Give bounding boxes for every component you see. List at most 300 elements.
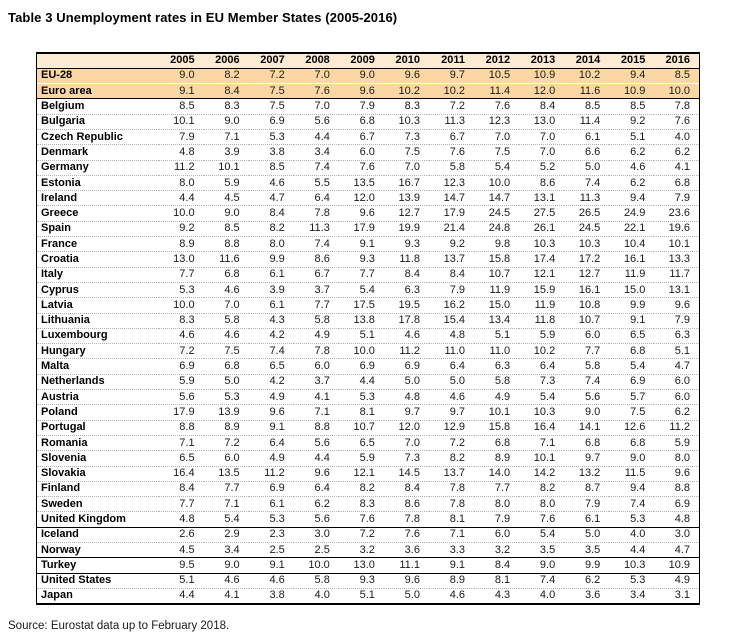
value-cell: 11.7 (669, 268, 690, 281)
value-cell: 7.4 (584, 176, 601, 189)
value-cell: 10.0 (308, 558, 330, 571)
value-cell: 9.4 (630, 482, 646, 495)
value-cell: 5.8 (224, 314, 240, 327)
value-cell: 5.0 (584, 161, 601, 174)
value-cell: 7.8 (404, 513, 420, 526)
value-cell: 4.4 (179, 191, 195, 204)
value-cell: 7.5 (224, 344, 240, 357)
value-cell: 12.7 (398, 207, 420, 220)
value-cell: 5.6 (314, 436, 330, 449)
value-cell: 6.8 (674, 176, 690, 189)
value-cell: 6.9 (359, 360, 375, 373)
value-cell: 7.0 (494, 130, 511, 143)
country-name-cell: Croatia (41, 253, 79, 265)
value-cell: 12.7 (578, 268, 601, 281)
value-cell: 9.0 (179, 69, 195, 82)
value-cell: 7.8 (449, 482, 466, 495)
value-cell: 4.8 (674, 513, 690, 526)
value-cell: 7.5 (269, 100, 285, 113)
value-cell: 13.7 (443, 253, 466, 265)
value-cell: 5.0 (449, 375, 466, 388)
value-cell: 5.8 (314, 574, 330, 587)
value-cell: 4.8 (404, 390, 420, 403)
value-cell: 24.9 (623, 207, 646, 220)
value-cell: 3.4 (630, 589, 646, 602)
value-cell: 7.8 (314, 344, 330, 357)
value-cell: 8.0 (179, 176, 195, 189)
value-cell: 16.7 (398, 176, 420, 189)
value-cell: 11.5 (624, 467, 646, 480)
value-cell: 11.9 (534, 298, 556, 311)
year-header: 2016 (665, 54, 690, 67)
value-cell: 11.9 (489, 283, 511, 296)
value-cell: 3.0 (674, 528, 690, 541)
value-cell: 9.5 (179, 558, 195, 571)
value-cell: 7.5 (630, 405, 646, 418)
value-cell: 9.0 (539, 558, 556, 571)
value-cell: 7.9 (674, 191, 690, 204)
value-cell: 7.9 (449, 283, 466, 296)
country-name-cell: Bulgaria (41, 115, 86, 128)
value-cell: 7.9 (494, 513, 511, 526)
table-row (37, 160, 700, 175)
value-cell: 12.0 (533, 84, 556, 97)
value-cell: 10.0 (173, 207, 195, 220)
value-cell: 9.6 (674, 467, 690, 480)
value-cell: 17.9 (443, 207, 466, 220)
value-cell: 13.1 (668, 283, 690, 296)
value-cell: 8.9 (179, 237, 195, 250)
value-cell: 4.3 (269, 314, 285, 327)
value-cell: 10.8 (578, 298, 601, 311)
value-cell: 5.3 (359, 390, 375, 403)
value-cell: 8.4 (179, 482, 195, 495)
value-cell: 13.0 (533, 115, 556, 128)
value-cell: 7.8 (449, 497, 466, 510)
value-cell: 7.2 (269, 69, 285, 82)
value-cell: 7.1 (539, 436, 556, 449)
table-row (37, 466, 700, 481)
value-cell: 3.7 (314, 375, 330, 388)
table-body (37, 68, 700, 603)
value-cell: 6.3 (674, 329, 690, 342)
value-cell: 6.6 (584, 145, 601, 158)
year-header-row (37, 53, 700, 68)
value-cell: 10.0 (488, 176, 511, 189)
value-cell: 4.0 (539, 589, 556, 602)
value-cell: 6.0 (314, 360, 330, 373)
country-name-cell: Netherlands (41, 375, 105, 388)
value-cell: 11.3 (579, 191, 601, 204)
value-cell: 5.3 (269, 130, 285, 143)
value-cell: 9.9 (269, 253, 285, 265)
value-cell: 10.3 (398, 115, 420, 128)
country-name-cell: Italy (41, 268, 64, 281)
value-cell: 7.2 (179, 344, 195, 357)
value-cell: 3.4 (224, 543, 240, 556)
value-cell: 5.0 (584, 528, 601, 541)
value-cell: 11.0 (444, 344, 466, 357)
value-cell: 5.8 (584, 360, 601, 373)
value-cell: 10.7 (353, 421, 375, 434)
value-cell: 9.1 (269, 558, 285, 571)
country-name-cell: Luxembourg (41, 329, 108, 342)
value-cell: 13.7 (443, 467, 466, 480)
value-cell: 11.1 (399, 558, 420, 571)
value-cell: 7.4 (539, 574, 556, 587)
value-cell: 6.9 (674, 497, 690, 510)
country-name-cell: Portugal (41, 421, 86, 434)
value-cell: 12.0 (353, 191, 375, 204)
value-cell: 6.1 (584, 513, 601, 526)
value-cell: 9.7 (404, 405, 420, 418)
table-row (37, 191, 700, 206)
value-cell: 6.1 (269, 298, 285, 311)
value-cell: 7.7 (359, 268, 375, 281)
value-cell: 6.1 (269, 497, 285, 510)
year-header: 2013 (530, 54, 556, 67)
year-header: 2010 (395, 54, 420, 67)
value-cell: 8.3 (404, 100, 420, 113)
value-cell: 6.8 (630, 344, 646, 357)
country-name-cell: Poland (41, 405, 78, 418)
value-cell: 5.4 (539, 528, 556, 541)
value-cell: 4.6 (404, 329, 420, 342)
value-cell: 8.4 (539, 100, 556, 113)
country-name-cell: United Kingdom (41, 513, 126, 526)
value-cell: 9.0 (359, 69, 375, 82)
value-cell: 5.4 (494, 161, 511, 174)
value-cell: 13.9 (218, 405, 240, 418)
table-row (37, 588, 700, 603)
table-row (37, 527, 700, 542)
value-cell: 7.6 (359, 161, 375, 174)
value-cell: 11.8 (534, 314, 556, 327)
value-cell: 11.2 (173, 161, 195, 174)
value-cell: 8.9 (449, 574, 466, 587)
value-cell: 5.1 (359, 329, 375, 342)
value-cell: 8.6 (314, 253, 330, 265)
value-cell: 4.4 (314, 451, 330, 464)
value-cell: 6.8 (584, 436, 601, 449)
value-cell: 16.4 (173, 467, 195, 480)
value-cell: 9.8 (494, 237, 511, 250)
value-cell: 11.3 (309, 222, 330, 235)
value-cell: 5.7 (630, 390, 646, 403)
value-cell: 7.5 (494, 145, 511, 158)
country-name-cell: Norway (41, 543, 81, 556)
value-cell: 7.9 (674, 314, 690, 327)
value-cell: 5.0 (224, 375, 240, 388)
table-row (37, 451, 700, 466)
value-cell: 4.4 (630, 543, 646, 556)
value-cell: 9.3 (359, 253, 375, 265)
value-cell: 6.1 (269, 268, 285, 281)
value-cell: 9.4 (630, 191, 646, 204)
value-cell: 10.0 (353, 344, 375, 357)
country-name-cell: Germany (41, 161, 89, 174)
value-cell: 7.0 (314, 100, 330, 113)
source-note: Source: Eurostat data up to February 2018. (8, 619, 230, 632)
value-cell: 4.1 (224, 589, 240, 602)
value-cell: 8.2 (224, 69, 240, 82)
value-cell: 10.7 (488, 268, 511, 281)
value-cell: 6.0 (674, 375, 690, 388)
table-row (37, 175, 700, 190)
value-cell: 8.0 (539, 497, 556, 510)
value-cell: 4.9 (494, 390, 511, 403)
value-cell: 4.9 (269, 451, 285, 464)
value-cell: 8.1 (449, 513, 466, 526)
value-cell: 17.2 (578, 253, 601, 265)
value-cell: 4.9 (674, 574, 690, 587)
value-cell: 10.3 (533, 237, 556, 250)
value-cell: 3.7 (314, 283, 330, 296)
year-header: 2007 (260, 54, 285, 67)
table-row (37, 374, 700, 389)
unemployment-table (36, 52, 700, 605)
country-name-cell: United States (41, 574, 112, 587)
value-cell: 19.5 (398, 298, 420, 311)
value-cell: 8.5 (630, 100, 646, 113)
value-cell: 8.0 (674, 451, 690, 464)
value-cell: 5.1 (179, 574, 195, 587)
value-cell: 6.8 (359, 115, 375, 128)
value-cell: 8.6 (404, 497, 420, 510)
value-cell: 11.0 (489, 344, 511, 357)
value-cell: 5.8 (314, 314, 330, 327)
value-cell: 12.6 (623, 421, 646, 434)
value-cell: 23.6 (668, 207, 690, 220)
value-cell: 13.0 (353, 558, 375, 571)
value-cell: 9.6 (404, 69, 420, 82)
value-cell: 4.6 (269, 176, 285, 189)
value-cell: 7.2 (224, 436, 240, 449)
value-cell: 8.2 (449, 451, 466, 464)
value-cell: 26.1 (533, 222, 556, 235)
value-cell: 4.7 (269, 191, 285, 204)
value-cell: 8.5 (674, 69, 690, 82)
value-cell: 4.6 (630, 161, 646, 174)
value-cell: 5.8 (449, 161, 466, 174)
country-name-cell: Slovakia (41, 467, 86, 480)
year-header: 2012 (485, 54, 511, 67)
value-cell: 13.4 (488, 314, 511, 327)
value-cell: 4.7 (674, 543, 690, 556)
value-cell: 10.2 (398, 84, 420, 97)
value-cell: 5.4 (359, 283, 375, 296)
value-cell: 17.5 (353, 298, 375, 311)
value-cell: 26.5 (578, 207, 601, 220)
value-cell: 17.9 (353, 222, 375, 235)
value-cell: 4.2 (269, 375, 285, 388)
value-cell: 3.9 (224, 145, 240, 158)
value-cell: 9.1 (269, 421, 285, 434)
value-cell: 3.2 (494, 543, 511, 556)
table-row (37, 99, 700, 114)
value-cell: 5.8 (494, 375, 511, 388)
value-cell: 8.8 (224, 237, 240, 250)
value-cell: 7.6 (674, 115, 690, 128)
value-cell: 5.3 (179, 283, 195, 296)
value-cell: 8.3 (224, 100, 240, 113)
value-cell: 21.4 (443, 222, 466, 235)
value-cell: 5.3 (269, 513, 285, 526)
year-header: 2009 (350, 54, 375, 67)
value-cell: 5.6 (179, 390, 195, 403)
value-cell: 10.3 (623, 558, 646, 571)
value-cell: 6.2 (674, 145, 690, 158)
value-cell: 14.2 (533, 467, 556, 480)
value-cell: 10.1 (218, 161, 240, 174)
value-cell: 13.2 (578, 467, 601, 480)
value-cell: 8.5 (224, 222, 240, 235)
value-cell: 9.6 (314, 467, 330, 480)
country-name-cell: Lithuania (41, 314, 90, 327)
value-cell: 4.9 (269, 390, 285, 403)
value-cell: 8.9 (224, 421, 240, 434)
value-cell: 4.0 (314, 589, 330, 602)
value-cell: 15.4 (443, 314, 466, 327)
value-cell: 4.6 (449, 589, 466, 602)
value-cell: 5.1 (359, 589, 375, 602)
table-row (37, 282, 700, 297)
value-cell: 10.3 (533, 405, 556, 418)
year-header: 2006 (215, 54, 240, 67)
value-cell: 8.4 (404, 482, 420, 495)
value-cell: 7.3 (404, 451, 420, 464)
value-cell: 6.5 (269, 360, 285, 373)
value-cell: 7.6 (539, 513, 556, 526)
value-cell: 5.4 (539, 390, 556, 403)
value-cell: 9.0 (224, 115, 240, 128)
value-cell: 24.8 (488, 222, 511, 235)
value-cell: 13.8 (353, 314, 375, 327)
country-name-cell: Latvia (41, 298, 73, 311)
value-cell: 7.4 (269, 344, 285, 357)
table-row (37, 84, 700, 99)
value-cell: 10.4 (623, 237, 646, 250)
table-row (37, 114, 700, 129)
value-cell: 11.6 (579, 84, 601, 97)
table-row (37, 481, 700, 496)
value-cell: 11.4 (489, 84, 511, 97)
value-cell: 4.6 (269, 574, 285, 587)
value-cell: 6.3 (404, 283, 420, 296)
value-cell: 12.1 (353, 467, 375, 480)
value-cell: 2.9 (224, 528, 240, 541)
country-name-cell: Denmark (41, 145, 89, 158)
value-cell: 4.6 (224, 329, 240, 342)
value-cell: 3.1 (674, 589, 690, 602)
year-header: 2008 (305, 54, 330, 67)
value-cell: 6.9 (269, 482, 285, 495)
value-cell: 9.1 (449, 558, 466, 571)
value-cell: 4.6 (179, 329, 195, 342)
value-cell: 7.1 (224, 130, 240, 143)
value-cell: 8.4 (224, 84, 240, 97)
value-cell: 8.2 (269, 222, 285, 235)
value-cell: 3.6 (404, 543, 420, 556)
country-name-cell: Euro area (41, 84, 92, 97)
table-row (37, 313, 700, 328)
value-cell: 13.0 (173, 253, 195, 265)
value-cell: 19.6 (668, 222, 690, 235)
value-cell: 5.6 (584, 390, 601, 403)
value-cell: 6.9 (269, 115, 285, 128)
value-cell: 6.8 (224, 360, 240, 373)
country-name-cell: Slovenia (41, 451, 87, 464)
country-name-cell: Malta (41, 360, 70, 373)
value-cell: 6.9 (179, 360, 195, 373)
value-cell: 10.9 (668, 558, 690, 571)
value-cell: 9.6 (404, 574, 420, 587)
value-cell: 5.0 (404, 375, 420, 388)
value-cell: 9.1 (179, 84, 195, 97)
value-cell: 6.2 (584, 574, 601, 587)
value-cell: 7.4 (314, 161, 330, 174)
table-row (37, 237, 700, 252)
value-cell: 4.8 (179, 145, 195, 158)
value-cell: 7.7 (224, 482, 240, 495)
value-cell: 7.0 (314, 69, 330, 82)
value-cell: 6.0 (584, 329, 601, 342)
country-name-cell: Greece (41, 207, 79, 220)
value-cell: 9.9 (584, 558, 601, 571)
value-cell: 9.6 (674, 298, 690, 311)
value-cell: 8.0 (269, 237, 285, 250)
value-cell: 6.0 (224, 451, 240, 464)
table-row (37, 328, 700, 343)
value-cell: 7.0 (404, 436, 420, 449)
value-cell: 7.7 (584, 344, 601, 357)
value-cell: 10.9 (623, 84, 646, 97)
value-cell: 7.4 (584, 375, 601, 388)
value-cell: 5.9 (359, 451, 375, 464)
value-cell: 4.6 (224, 283, 240, 296)
table-row (37, 298, 700, 313)
value-cell: 12.3 (443, 176, 466, 189)
value-cell: 12.9 (443, 421, 466, 434)
value-cell: 5.1 (630, 130, 646, 143)
table-row (37, 573, 700, 588)
country-name-cell: Cyprus (41, 283, 79, 296)
value-cell: 17.4 (533, 253, 556, 265)
value-cell: 4.9 (314, 329, 330, 342)
value-cell: 7.4 (314, 237, 330, 250)
value-cell: 5.9 (179, 375, 195, 388)
table-row (37, 267, 700, 282)
value-cell: 10.5 (488, 69, 511, 82)
value-cell: 10.0 (173, 298, 195, 311)
value-cell: 4.1 (314, 390, 330, 403)
table-row (37, 359, 700, 374)
value-cell: 6.2 (630, 176, 646, 189)
value-cell: 16.4 (533, 421, 556, 434)
value-cell: 8.3 (179, 314, 195, 327)
value-cell: 5.9 (674, 436, 690, 449)
country-name-cell: Ireland (41, 191, 78, 204)
table-row (37, 252, 700, 267)
value-cell: 4.4 (179, 589, 195, 602)
value-cell: 9.2 (630, 115, 646, 128)
value-cell: 3.4 (314, 145, 330, 158)
value-cell: 13.5 (353, 176, 375, 189)
value-cell: 16.1 (623, 253, 646, 265)
table-row (37, 435, 700, 450)
value-cell: 6.4 (314, 191, 330, 204)
value-cell: 5.4 (224, 513, 240, 526)
